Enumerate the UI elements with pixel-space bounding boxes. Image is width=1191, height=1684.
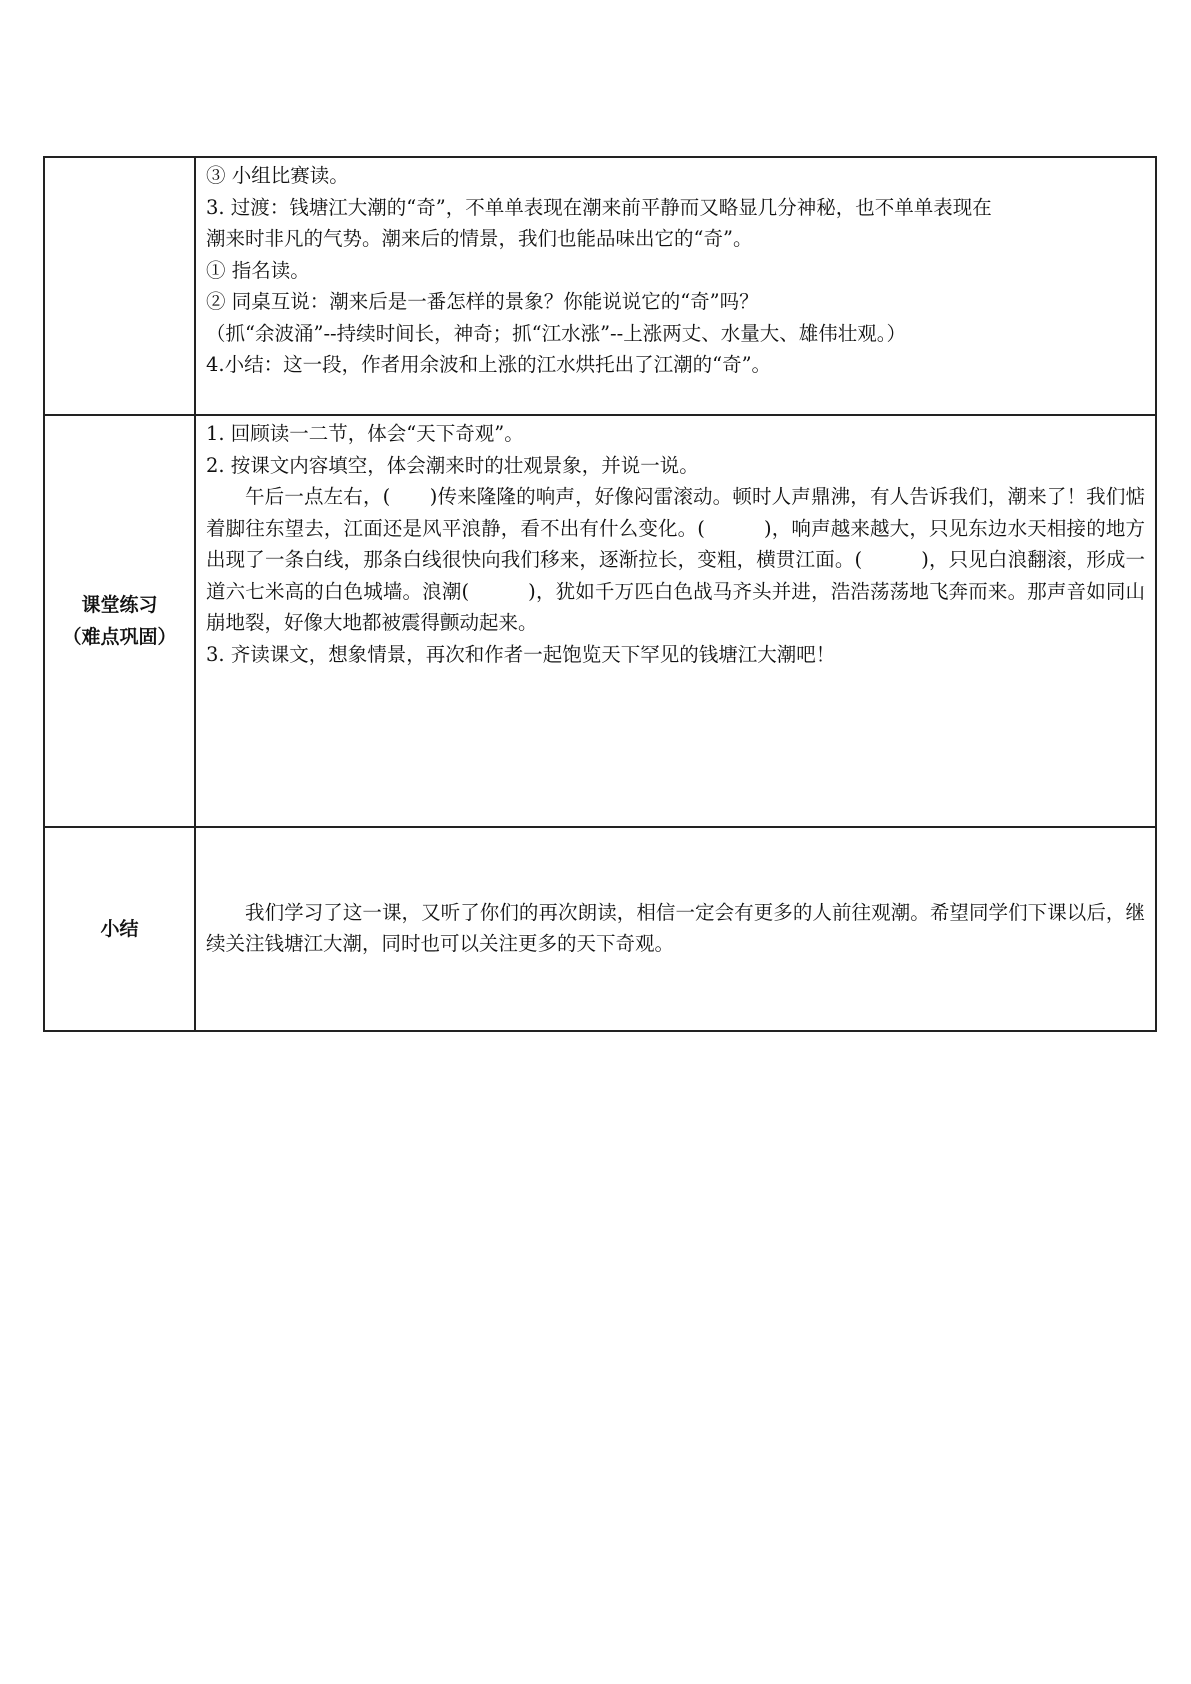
practice-label-title: 课堂练习 [81, 594, 158, 616]
step-transition: 3. 过渡：钱塘江大潮的“奇”，不单单表现在潮来前平静而又略显几分神秘，也不单单表现在 [206, 195, 992, 219]
table-row-practice [44, 415, 1156, 827]
reading-steps-cell [195, 157, 1156, 415]
lesson-plan-table [43, 156, 1157, 1032]
fill-in-passage: 午后一点左右，( )传来隆隆的响声，好像闷雷滚动。顿时人声鼎沸，有人告诉我们，潮来了！我们惦着脚往东望去，江面还是风平浪静，看不出有什么变化。( )，响声越来越大，只见东边水天相接的地方出现了一条白线，那条白线很快向我们移来，逐渐拉长，变粗，横贯江面。( )，只见白浪翻滚，形成一道六七米高的白色城墙。浪潮( )，犹如千万匹白色战马齐头并进，浩浩荡荡地飞奔而来。那声音如同山崩地裂，好像大地都被震得颤动起来。 [206, 485, 1145, 634]
practice-label-subtitle: （难点巩固） [62, 626, 177, 648]
step-key-points: （抓“余波涌”--持续时间长，神奇；抓“江水涨”--上涨两丈、水量大、雄伟壮观。） [206, 321, 906, 345]
summary-cell [195, 827, 1156, 1031]
practice-item-1: 1. 回顾读一二节，体会“天下奇观”。 [206, 422, 524, 445]
row-label-summary: 小结 [44, 827, 195, 1031]
step-transition-cont: 潮来时非凡的气势。潮来后的情景，我们也能品味出它的“奇”。 [206, 227, 753, 250]
step-pair-talk: ② 同桌互说：潮来后是一番怎样的景象？你能说说它的“奇”吗？ [206, 290, 759, 313]
row-label-practice [44, 415, 195, 827]
practice-item-3: 3. 齐读课文，想象情景，再次和作者一起饱览天下罕见的钱塘江大潮吧！ [206, 642, 836, 666]
summary-text: 我们学习了这一课，又听了你们的再次朗读，相信一定会有更多的人前往观潮。希望同学们下课以后，继续关注钱塘江大潮，同时也可以关注更多的天下奇观。 [206, 900, 1145, 955]
practice-cell [195, 415, 1156, 827]
practice-item-2: 2. 按课文内容填空，体会潮来时的壮观景象，并说一说。 [206, 453, 699, 477]
table-row-reading [44, 157, 1156, 415]
step-named-read: ① 指名读。 [206, 258, 310, 282]
step-summary: 4.小结：这一段，作者用余波和上涨的江水烘托出了江潮的“奇”。 [206, 353, 772, 376]
step-group-read: ③ 小组比赛读。 [206, 164, 349, 187]
row-label-empty [44, 157, 195, 415]
table-row-summary [44, 827, 1156, 1031]
